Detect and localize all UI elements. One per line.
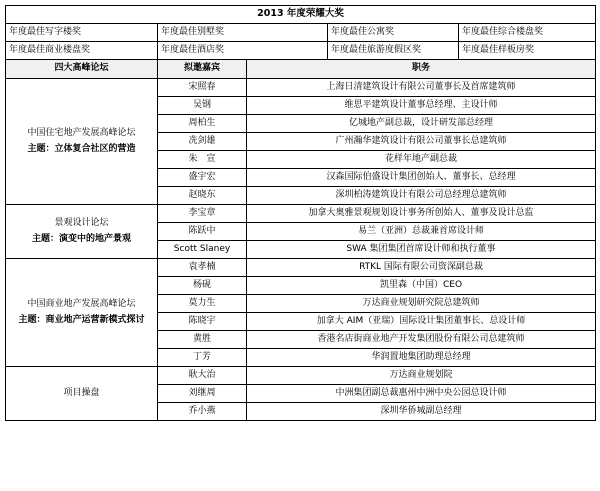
table-body <box>6 6 596 421</box>
guest-name: Scott Slaney <box>158 241 247 259</box>
header-forum: 四大高峰论坛 <box>6 60 158 79</box>
guest-duty: 亿城地产副总裁，设计研发部总经理 <box>247 115 596 133</box>
guest-name: 李宝章 <box>158 205 247 223</box>
award-cell: 年度最佳旅游度假区奖 <box>328 42 459 60</box>
guest-name: 耿大治 <box>158 367 247 385</box>
guest-name: 莫力生 <box>158 295 247 313</box>
award-cell: 年度最佳商业楼盘奖 <box>6 42 158 60</box>
guest-name: 陈晓宇 <box>158 313 247 331</box>
guest-name: 黄胜 <box>158 331 247 349</box>
forum-theme: 主题：立体复合社区的营造 <box>27 143 136 154</box>
guest-name: 袁孝楠 <box>158 259 247 277</box>
guest-duty: 维思平建筑设计董事总经理、主设计师 <box>247 97 596 115</box>
guest-duty: SWA 集团集团首席设计师和执行董事 <box>247 241 596 259</box>
guest-duty: 加拿大 AIM（亚瑞）国际设计集团董事长、总设计师 <box>247 313 596 331</box>
guest-duty: 万达商业规划院 <box>247 367 596 385</box>
honor-table <box>5 5 596 421</box>
guest-duty: 广州瀚华建筑设计有限公司董事长总建筑师 <box>247 133 596 151</box>
award-cell: 年度最佳写字楼奖 <box>6 24 158 42</box>
guest-name: 吴钢 <box>158 97 247 115</box>
guest-name: 冼剑雄 <box>158 133 247 151</box>
guest-duty: 深圳柏涛建筑设计有限公司总经理总建筑师 <box>247 187 596 205</box>
guest-duty: RTKL 国际有限公司资深副总裁 <box>247 259 596 277</box>
forum-theme: 主题：商业地产运营新模式探讨 <box>18 314 145 325</box>
guest-duty: 汉森国际伯盛设计集团创始人、董事长、总经理 <box>247 169 596 187</box>
table-row <box>6 259 596 277</box>
forum-cell <box>6 79 158 205</box>
forum-cell <box>6 259 158 367</box>
guest-duty: 加拿大奥雅景观规划设计事务所创始人、董事及设计总监 <box>247 205 596 223</box>
guest-duty: 中洲集团副总裁惠州中洲中央公园总设计师 <box>247 385 596 403</box>
award-row <box>6 24 596 42</box>
guest-name: 朱 宣 <box>158 151 247 169</box>
guest-name: 宋照春 <box>158 79 247 97</box>
forum-cell <box>6 205 158 259</box>
award-cell: 年度最佳酒店奖 <box>158 42 328 60</box>
guest-duty: 华润置地集团助理总经理 <box>247 349 596 367</box>
guest-name: 盛宇宏 <box>158 169 247 187</box>
guest-name: 刘继周 <box>158 385 247 403</box>
forum-name: 中国商业地产发展高峰论坛 <box>27 299 136 310</box>
guest-duty: 花样年地产副总裁 <box>247 151 596 169</box>
guest-duty: 凯里森（中国）CEO <box>247 277 596 295</box>
table-row <box>6 205 596 223</box>
header-row <box>6 60 596 79</box>
guest-duty: 上海日清建筑设计有限公司董事长及首席建筑师 <box>247 79 596 97</box>
guest-name: 丁芳 <box>158 349 247 367</box>
guest-name: 杨砚 <box>158 277 247 295</box>
forum-name: 中国住宅地产发展高峰论坛 <box>27 128 136 139</box>
guest-name: 周柏生 <box>158 115 247 133</box>
award-cell: 年度最佳公寓奖 <box>328 24 459 42</box>
header-guest: 拟邀嘉宾 <box>158 60 247 79</box>
forum-name: 项目操盘 <box>63 387 100 398</box>
award-cell: 年度最佳样板房奖 <box>459 42 596 60</box>
table-title: 2013 年度荣耀大奖 <box>6 6 596 24</box>
guest-duty: 深圳华侨城副总经理 <box>247 403 596 421</box>
guest-name: 乔小燕 <box>158 403 247 421</box>
guest-name: 赵晓东 <box>158 187 247 205</box>
guest-duty: 万达商业规划研究院总建筑师 <box>247 295 596 313</box>
award-cell: 年度最佳综合楼盘奖 <box>459 24 596 42</box>
guest-duty: 香港名店街商业地产开发集团股份有限公司总建筑师 <box>247 331 596 349</box>
award-row <box>6 42 596 60</box>
forum-name: 景观设计论坛 <box>54 218 109 229</box>
guest-name: 陈跃中 <box>158 223 247 241</box>
title-row <box>6 6 596 24</box>
header-duty: 职务 <box>247 60 596 79</box>
forum-cell <box>6 367 158 421</box>
table-row <box>6 367 596 385</box>
table-row <box>6 79 596 97</box>
forum-theme: 主题：演变中的地产景观 <box>31 233 131 244</box>
award-cell: 年度最佳别墅奖 <box>158 24 328 42</box>
guest-duty: 易兰（亚洲）总裁兼首席设计师 <box>247 223 596 241</box>
